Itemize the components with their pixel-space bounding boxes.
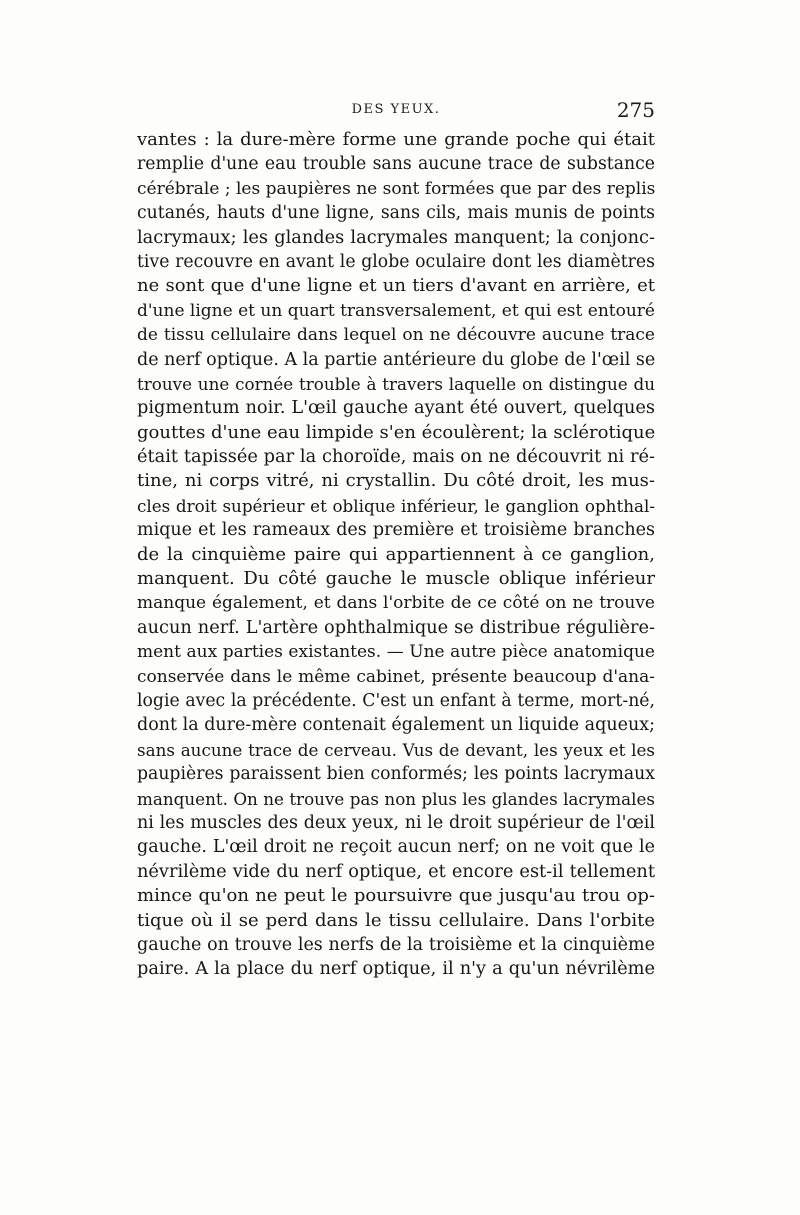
text-line: tique où il se perd dans le tissu cellulaire. Dans l'orbite xyxy=(137,909,655,931)
text-line: paire. A la place du nerf optique, il n'y a qu'un névrilème xyxy=(137,959,655,980)
text-line: ni les muscles des deux yeux, ni le droit supérieur de l'œil xyxy=(137,812,655,833)
text-line: d'une ligne et un quart transversalement, et qui est entouré xyxy=(137,300,655,321)
text-line: mince qu'on ne peut le poursuivre que jusqu'au trou op- xyxy=(137,885,655,907)
text-line: vantes : la dure-mère forme une grande poche qui était xyxy=(137,129,655,150)
page-number: 275 xyxy=(616,98,655,122)
text-line: sans aucune trace de cerveau. Vus de devant, les yeux et les xyxy=(137,739,655,760)
text-line: remplie d'une eau trouble sans aucune trace de substance xyxy=(137,154,655,175)
text-line: manquent. On ne trouve pas non plus les glandes lacrymales xyxy=(137,788,655,809)
text-line: ne sont que d'une ligne et un tiers d'avant en arrière, et xyxy=(137,275,655,297)
text-line: gauche on trouve les nerfs de la troisième et la cinquième xyxy=(137,934,655,955)
text-line: paupières paraissent bien conformés; les points lacrymaux xyxy=(137,764,655,785)
text-line: tive recouvre en avant le globe oculaire dont les diamètres xyxy=(137,251,655,272)
text-line: mique et les rameaux des première et troisième branches xyxy=(137,520,655,541)
text-line: gauche. L'œil droit ne reçoit aucun nerf; on ne voit que le xyxy=(137,837,655,858)
text-line: de tissu cellulaire dans lequel on ne découvre aucune trace xyxy=(137,325,655,346)
running-head xyxy=(137,98,655,122)
text-line: dont la dure-mère contenait également un liquide aqueux; xyxy=(137,715,655,736)
text-line: cles droit supérieur et oblique inférieur, le ganglion ophthal- xyxy=(137,495,655,516)
text-line: conservée dans le même cabinet, présente beaucoup d'ana- xyxy=(137,666,655,687)
text-line: manquent. Du côté gauche le muscle oblique inférieur xyxy=(137,568,655,590)
text-line: manque également, et dans l'orbite de ce côté on ne trouve xyxy=(137,593,655,614)
text-line: lacrymaux; les glandes lacrymales manquent; la conjonc- xyxy=(137,227,655,248)
text-line: de la cinquième paire qui appartiennent à ce ganglion, xyxy=(137,543,655,565)
text-line: logie avec la précédente. C'est un enfant à terme, mort-né, xyxy=(137,690,655,711)
text-line: ment aux parties existantes. — Une autre pièce anatomique xyxy=(137,642,655,663)
text-line: était tapissée par la choroïde, mais on ne découvrit ni ré- xyxy=(137,447,655,468)
body-text xyxy=(137,128,655,982)
text-line: pigmentum noir. L'œil gauche ayant été ouvert, quelques xyxy=(137,398,655,419)
text-line: névrilème vide du nerf optique, et encore est-il tellement xyxy=(137,861,655,882)
running-title: DES YEUX. xyxy=(351,102,441,117)
text-line: cutanés, hauts d'une ligne, sans cils, mais munis de points xyxy=(137,203,655,224)
text-line: aucun nerf. L'artère ophthalmique se distribue régulière- xyxy=(137,617,655,638)
text-line: trouve une cornée trouble à travers laquelle on distingue du xyxy=(137,373,655,394)
text-line: de nerf optique. A la partie antérieure du globe de l'œil se xyxy=(137,349,655,370)
text-line: cérébrale ; les paupières ne sont formées que par des replis xyxy=(137,178,655,199)
text-line: tine, ni corps vitré, ni crystallin. Du côté droit, les mus- xyxy=(137,470,655,492)
text-line: gouttes d'une eau limpide s'en écoulèrent; la sclérotique xyxy=(137,421,655,443)
